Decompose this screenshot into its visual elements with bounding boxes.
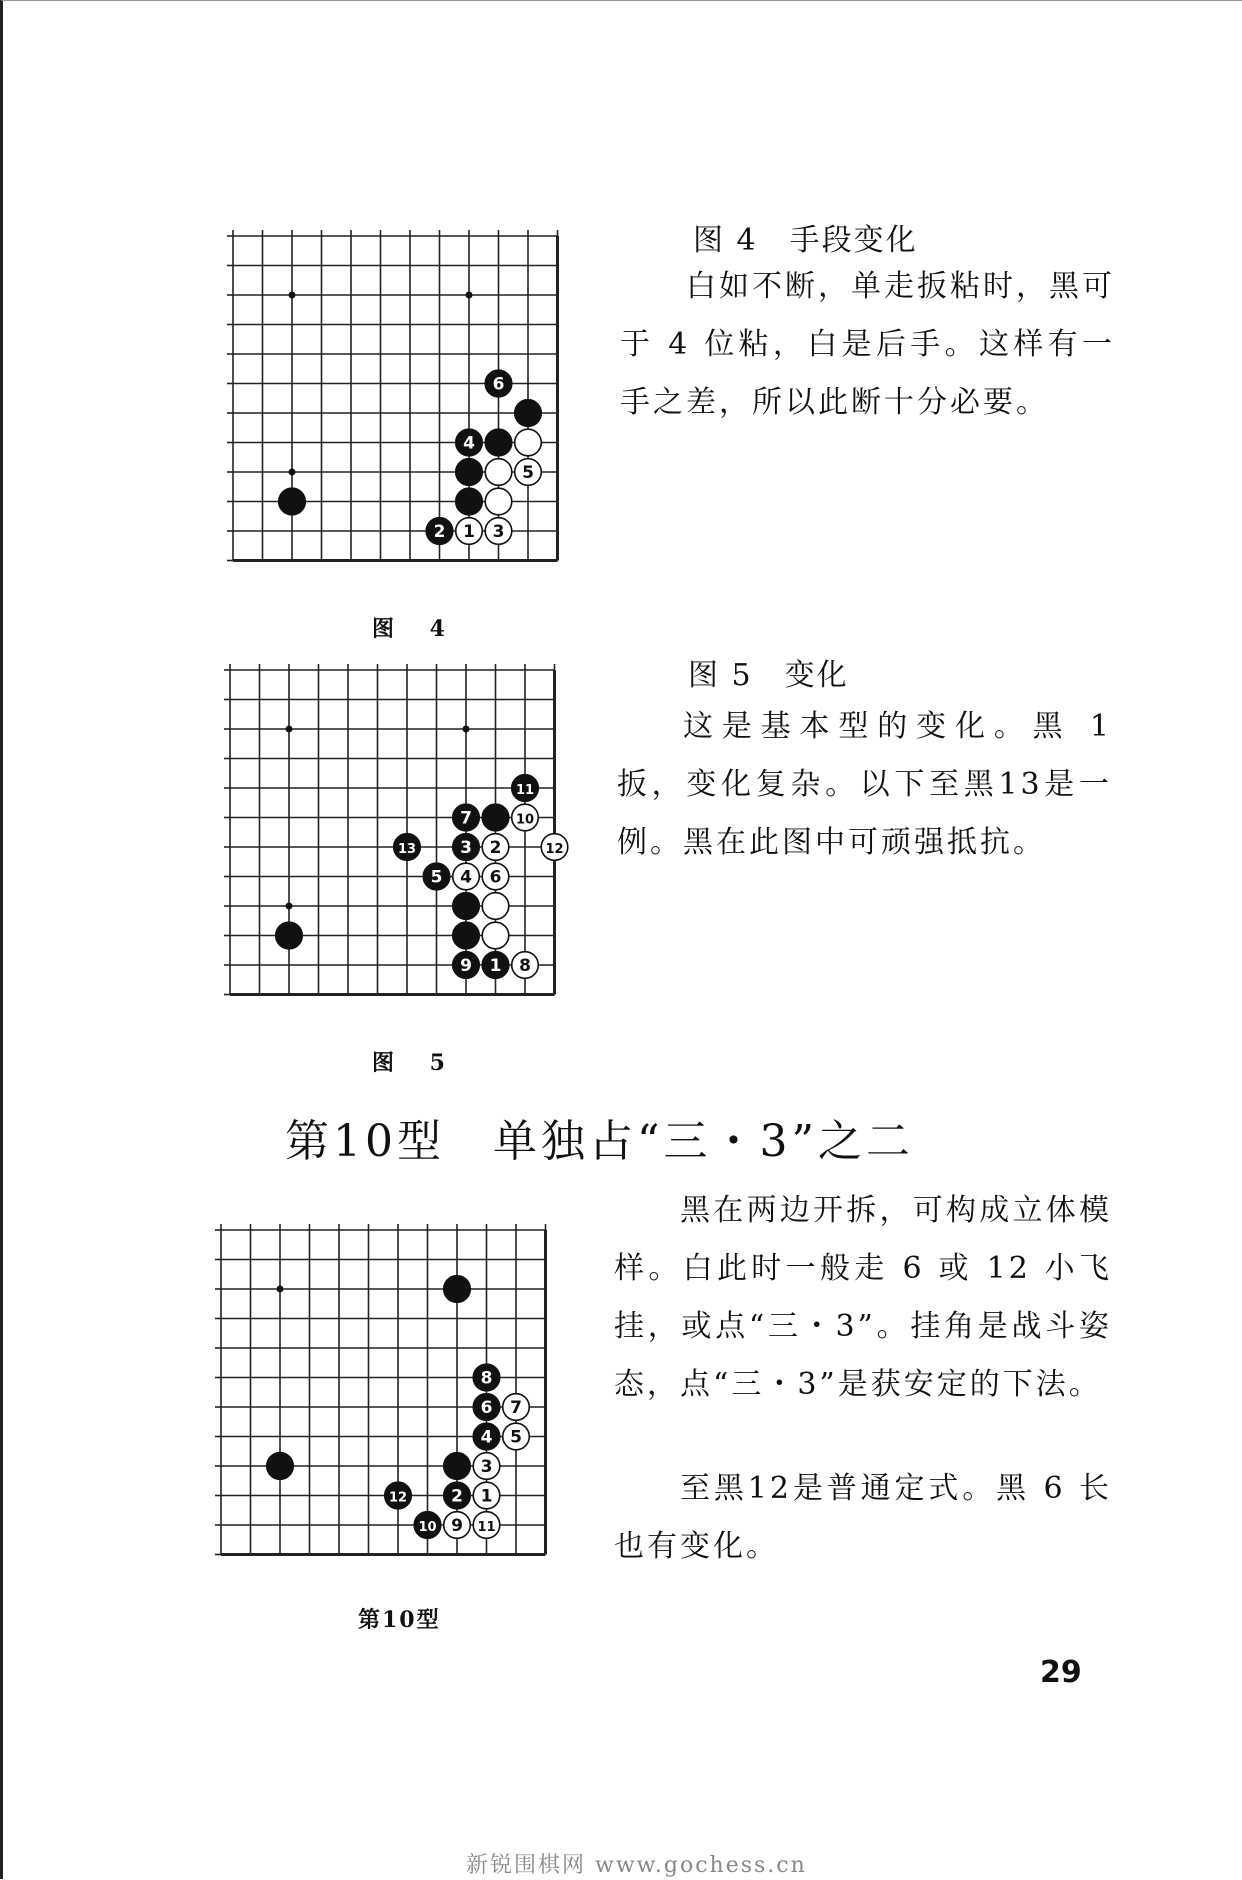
- fig5-stone-number: 11: [515, 783, 535, 798]
- go-board-type-10: [213, 1222, 568, 1582]
- fig5-stone-number: 9: [460, 956, 472, 976]
- page-number: 29: [1040, 1655, 1082, 1690]
- type10-black-stone: [444, 1453, 471, 1480]
- footer-watermark: 新锐围棋网 www.gochess.cn: [466, 1853, 807, 1878]
- fig4-star-point: [466, 292, 473, 299]
- board-diagram-type-10: [213, 1222, 568, 1582]
- go-board-figure-4: [225, 228, 580, 588]
- fig5-stone-number: 7: [460, 808, 472, 829]
- fig4-white-stone: [485, 488, 512, 515]
- type10-stone-number: 7: [510, 1398, 522, 1418]
- type10-stone-number: 12: [388, 1490, 408, 1506]
- fig5-white-stone: [482, 922, 509, 949]
- type10-stone-number: 9: [451, 1516, 463, 1536]
- type10-stone-number: 11: [477, 1520, 496, 1535]
- section-paragraph-2: 至黑12是普通定式。黑 6 长也有变化。: [614, 1471, 1112, 1564]
- fig4-stone-number: 3: [492, 522, 505, 542]
- type10-black-stone: [444, 1276, 471, 1303]
- figure-4-paragraph: 白如不断，单走扳粘时，黑可于 4 位粘，白是后手。这样有一手之差，所以此断十分必要。: [620, 269, 1115, 420]
- fig5-stone-number: 12: [545, 842, 564, 857]
- go-board-figure-5: [222, 662, 577, 1022]
- fig5-star-point: [286, 903, 293, 910]
- fig4-black-stone: [279, 488, 306, 515]
- fig4-white-stone: [515, 429, 542, 456]
- board-diagram-figure-5: [222, 662, 577, 1022]
- fig4-stone-number: 2: [433, 522, 446, 542]
- fig5-stone-number: 1: [489, 956, 502, 976]
- type-10-caption: 第10型: [358, 1607, 441, 1633]
- fig5-stone-number: 10: [515, 812, 535, 828]
- type10-stone-number: 10: [418, 1520, 437, 1535]
- type10-stone-number: 8: [480, 1368, 493, 1389]
- section-title: 第10型 单独占“三・3”之二: [285, 1116, 914, 1167]
- fig4-stone-number: 4: [463, 433, 475, 454]
- figure-5-caption: 图 5: [372, 1050, 459, 1076]
- type10-stone-number: 3: [480, 1457, 493, 1477]
- figure-5-paragraph: 这是基本型的变化。黑 1 扳，变化复杂。以下至黑13是一例。黑在此图中可顽强抵抗。: [617, 709, 1112, 860]
- fig4-white-stone: [485, 459, 512, 486]
- fig5-black-stone: [453, 922, 480, 949]
- fig4-black-stone: [456, 488, 483, 515]
- fig4-star-point: [289, 469, 296, 476]
- fig4-stone-number: 1: [463, 522, 475, 542]
- fig5-stone-number: 8: [519, 956, 531, 976]
- figure-5-heading: 图 5 变化: [688, 658, 849, 693]
- fig5-stone-number: 5: [430, 867, 443, 888]
- fig5-stone-number: 2: [489, 838, 502, 858]
- type10-black-stone: [267, 1453, 294, 1480]
- fig5-star-point: [463, 726, 470, 733]
- figure-4-caption: 图 4: [372, 616, 459, 642]
- type10-stone-number: 4: [480, 1427, 493, 1448]
- fig4-stone-number: 5: [522, 463, 534, 483]
- fig4-stone-number: 6: [492, 374, 505, 395]
- type10-star-point: [277, 1286, 284, 1293]
- fig5-star-point: [286, 726, 293, 733]
- fig5-stone-number: 4: [460, 867, 472, 888]
- fig4-star-point: [289, 292, 296, 299]
- type10-stone-number: 5: [510, 1427, 522, 1448]
- section-paragraph-1: 黑在两边开拆，可构成立体模样。白此时一般走 6 或 12 小飞挂，或点“三・3”。挂角是战斗姿态，点“三・3”是获安定的下法。: [614, 1193, 1112, 1402]
- fig5-white-stone: [482, 893, 509, 920]
- type10-stone-number: 2: [451, 1486, 463, 1507]
- fig5-stone-number: 6: [489, 867, 502, 888]
- fig4-black-stone: [456, 459, 483, 486]
- fig5-stone-number: 3: [460, 838, 472, 858]
- fig5-black-stone: [482, 804, 509, 831]
- type10-stone-number: 6: [480, 1398, 493, 1418]
- fig4-black-stone: [485, 429, 512, 456]
- fig4-black-stone: [515, 400, 542, 427]
- figure-4-heading: 图 4 手段变化: [693, 223, 918, 258]
- fig5-black-stone: [276, 922, 303, 949]
- board-diagram-figure-4: [225, 228, 580, 588]
- fig5-stone-number: 13: [397, 842, 417, 857]
- fig5-black-stone: [453, 893, 480, 920]
- type10-stone-number: 1: [480, 1486, 493, 1507]
